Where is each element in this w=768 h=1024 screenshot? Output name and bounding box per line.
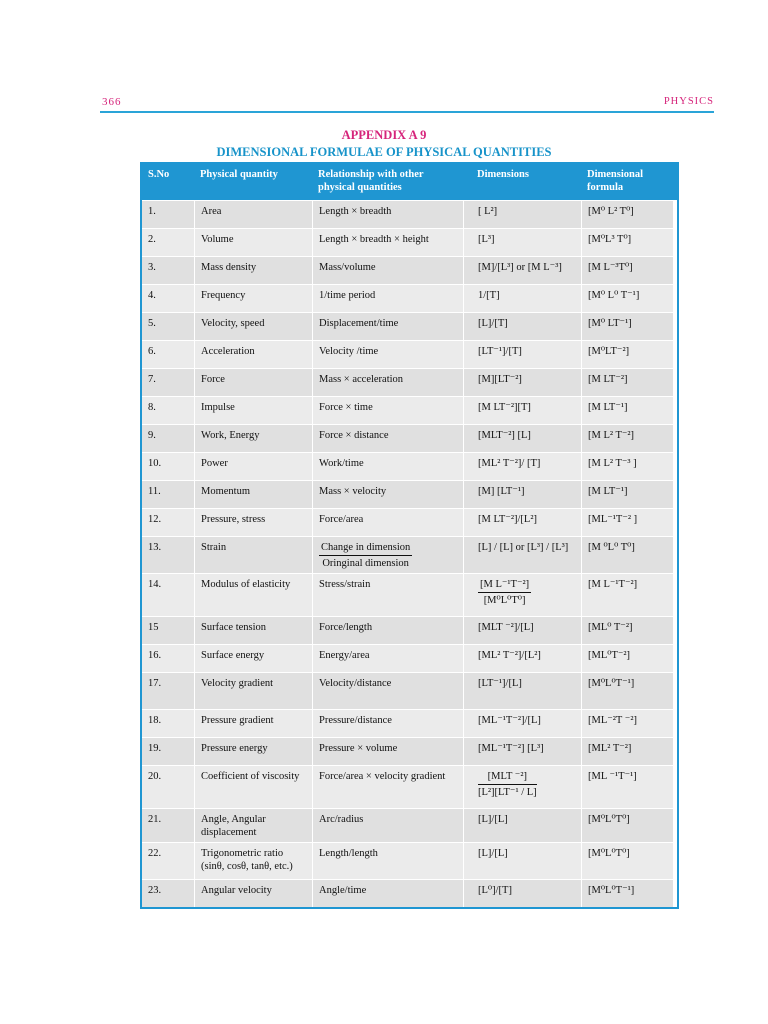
serial-number: 7. [142,369,194,396]
relationship: Pressure/distance [312,710,463,737]
relationship: Mass × acceleration [312,369,463,396]
relationship: Velocity /time [312,341,463,368]
relationship-fraction [319,541,412,570]
relationship: Length × breadth [312,201,463,228]
serial-number: 22. [142,843,194,879]
dimensional-formula: [M⁰ LT⁻¹] [581,313,673,340]
physical-quantity: Velocity gradient [194,673,312,709]
physical-quantity: Mass density [194,257,312,284]
relationship: Mass/volume [312,257,463,284]
header-rule [100,111,714,113]
serial-number: 20. [142,766,194,808]
relationship: Force/area × velocity gradient [312,766,463,808]
table-row [142,737,677,765]
serial-number: 4. [142,285,194,312]
table-header [142,162,677,200]
dimensions: [ L²] [463,201,581,228]
physical-quantity: Acceleration [194,341,312,368]
physical-quantity: Surface tension [194,617,312,644]
table-row [142,228,677,256]
dimensions: [M LT⁻²][T] [463,397,581,424]
dimensions: [L] / [L] or [L³] / [L³] [463,537,581,573]
serial-number: 9. [142,425,194,452]
physical-quantity: Modulus of elasticity [194,574,312,616]
relationship: Force × distance [312,425,463,452]
dimensional-formula: [M⁰L³ T⁰] [581,229,673,256]
dimensions: [ML⁻¹T⁻²] [L³] [463,738,581,765]
dimensions: [L³] [463,229,581,256]
dimensional-formula: [ML⁻²T ⁻²] [581,710,673,737]
serial-number: 5. [142,313,194,340]
serial-number: 18. [142,710,194,737]
table-title: DIMENSIONAL FORMULAE OF PHYSICAL QUANTITIES [216,145,552,159]
serial-number: 12. [142,509,194,536]
table-body [142,200,677,907]
table-row [142,709,677,737]
dimensional-formula: [ML⁻¹T⁻² ] [581,509,673,536]
relationship: Force × time [312,397,463,424]
table-row [142,536,677,573]
serial-number: 2. [142,229,194,256]
running-title: PHYSICS [663,96,714,107]
page-header [100,96,714,112]
dimensions: [M] [LT⁻¹] [463,481,581,508]
table-row [142,256,677,284]
relationship [312,537,463,573]
dimensional-formula: [M LT⁻¹] [581,397,673,424]
relationship: Length/length [312,843,463,879]
physical-quantity: Area [194,201,312,228]
dimensions: [ML⁻¹T⁻²]/[L] [463,710,581,737]
physical-quantity: Pressure gradient [194,710,312,737]
dimensions: [LT⁻¹]/[T] [463,341,581,368]
fraction-numerator: [M L⁻¹T⁻²] [478,578,531,593]
dimensional-formula: [M L⁻³T⁰] [581,257,673,284]
physical-quantity: Impulse [194,397,312,424]
serial-number: 16. [142,645,194,672]
dimensional-formula: [M L² T⁻²] [581,425,673,452]
fraction-denominator: Oringinal dimension [322,558,409,569]
dimensional-formulae-table [140,162,679,909]
dimensional-formula: [ML² T⁻²] [581,738,673,765]
table-row [142,879,677,907]
dimensional-formula: [M⁰L⁰T⁻¹] [581,880,673,907]
dimensional-formula: [M LT⁻¹] [581,481,673,508]
table-row [142,340,677,368]
dimensions: [M][LT⁻²] [463,369,581,396]
col-header-quantity: Physical quantity [200,169,278,180]
dimensions: [M LT⁻²]/[L²] [463,509,581,536]
dimensional-formula: [M ⁰L⁰ T⁰] [581,537,673,573]
dimensions: [ML² T⁻²]/ [T] [463,453,581,480]
serial-number: 19. [142,738,194,765]
serial-number: 3. [142,257,194,284]
physical-quantity: Angular velocity [194,880,312,907]
physical-quantity: Surface energy [194,645,312,672]
dimensions-fraction [478,578,531,607]
table-row [142,452,677,480]
fraction-numerator: Change in dimension [319,541,412,556]
serial-number: 13. [142,537,194,573]
dimensions-fraction [478,770,537,799]
dimensional-formula: [ML⁰ T⁻²] [581,617,673,644]
dimensional-formula: [M L⁻¹T⁻²] [581,574,673,616]
relationship: Velocity/distance [312,673,463,709]
physical-quantity: Coefficient of viscosity [194,766,312,808]
physical-quantity: Pressure energy [194,738,312,765]
dimensions: [L]/[T] [463,313,581,340]
table-row [142,200,677,228]
relationship: Energy/area [312,645,463,672]
physical-quantity: Strain [194,537,312,573]
dimensional-formula: [M L² T⁻³ ] [581,453,673,480]
dimensional-formula: [M⁰L⁰T⁰] [581,843,673,879]
dimensions: 1/[T] [463,285,581,312]
col-header-dimensions: Dimensions [477,169,529,180]
table-row [142,808,677,842]
dimensional-formula: [ML⁰T⁻²] [581,645,673,672]
serial-number: 15 [142,617,194,644]
table-row [142,842,677,879]
table-row [142,480,677,508]
relationship: Force/length [312,617,463,644]
physical-quantity: Volume [194,229,312,256]
serial-number: 14. [142,574,194,616]
table-row [142,424,677,452]
table-row [142,368,677,396]
table-row [142,644,677,672]
table-row [142,508,677,536]
dimensions: [L]/[L] [463,843,581,879]
physical-quantity: Power [194,453,312,480]
table-row [142,284,677,312]
physical-quantity: Angle, Angular displacement [194,809,312,842]
physical-quantity: Force [194,369,312,396]
physical-quantity: Work, Energy [194,425,312,452]
dimensional-formula: [M⁰LT⁻²] [581,341,673,368]
table-row [142,672,677,709]
dimensional-formula: [M⁰L⁰T⁰] [581,809,673,842]
dimensional-formula: [M⁰ L² T⁰] [581,201,673,228]
serial-number: 1. [142,201,194,228]
physical-quantity: Pressure, stress [194,509,312,536]
serial-number: 8. [142,397,194,424]
relationship: Force/area [312,509,463,536]
relationship: Angle/time [312,880,463,907]
dimensions [463,766,581,808]
dimensions: [MLT⁻²] [L] [463,425,581,452]
relationship: Work/time [312,453,463,480]
page-number: 366 [102,96,122,108]
relationship: Pressure × volume [312,738,463,765]
dimensions: [L]/[L] [463,809,581,842]
relationship: Stress/strain [312,574,463,616]
dimensions: [ML² T⁻²]/[L²] [463,645,581,672]
serial-number: 17. [142,673,194,709]
dimensions: [LT⁻¹]/[L] [463,673,581,709]
table-row [142,312,677,340]
col-header-sno: S.No [148,169,170,180]
relationship: Length × breadth × height [312,229,463,256]
dimensional-formula: [M LT⁻²] [581,369,673,396]
physical-quantity: Trigonometric ratio (sinθ, cosθ, tanθ, etc.) [194,843,312,879]
dimensional-formula: [M⁰ L⁰ T⁻¹] [581,285,673,312]
dimensions: [M]/[L³] or [M L⁻³] [463,257,581,284]
table-row [142,573,677,616]
fraction-denominator: [L²][LT⁻¹ / L] [478,787,537,798]
relationship: Displacement/time [312,313,463,340]
serial-number: 21. [142,809,194,842]
relationship: Arc/radius [312,809,463,842]
page-title [0,128,768,160]
physical-quantity: Frequency [194,285,312,312]
fraction-denominator: [M⁰L⁰T⁰] [483,595,526,606]
physical-quantity: Momentum [194,481,312,508]
serial-number: 6. [142,341,194,368]
dimensions: [L⁰]/[T] [463,880,581,907]
serial-number: 23. [142,880,194,907]
fraction-numerator: [MLT ⁻²] [478,770,537,785]
dimensional-formula: [M⁰L⁰T⁻¹] [581,673,673,709]
serial-number: 10. [142,453,194,480]
dimensions: [MLT ⁻²]/[L] [463,617,581,644]
serial-number: 11. [142,481,194,508]
relationship: Mass × velocity [312,481,463,508]
table-row [142,765,677,808]
dimensions [463,574,581,616]
appendix-title: APPENDIX A 9 [341,128,427,142]
physical-quantity: Velocity, speed [194,313,312,340]
table-row [142,616,677,644]
col-header-formula: Dimensional formula [587,169,644,193]
col-header-relationship: Relationship with other physical quantities [318,169,424,193]
relationship: 1/time period [312,285,463,312]
dimensional-formula: [ML ⁻¹T⁻¹] [581,766,673,808]
table-row [142,396,677,424]
